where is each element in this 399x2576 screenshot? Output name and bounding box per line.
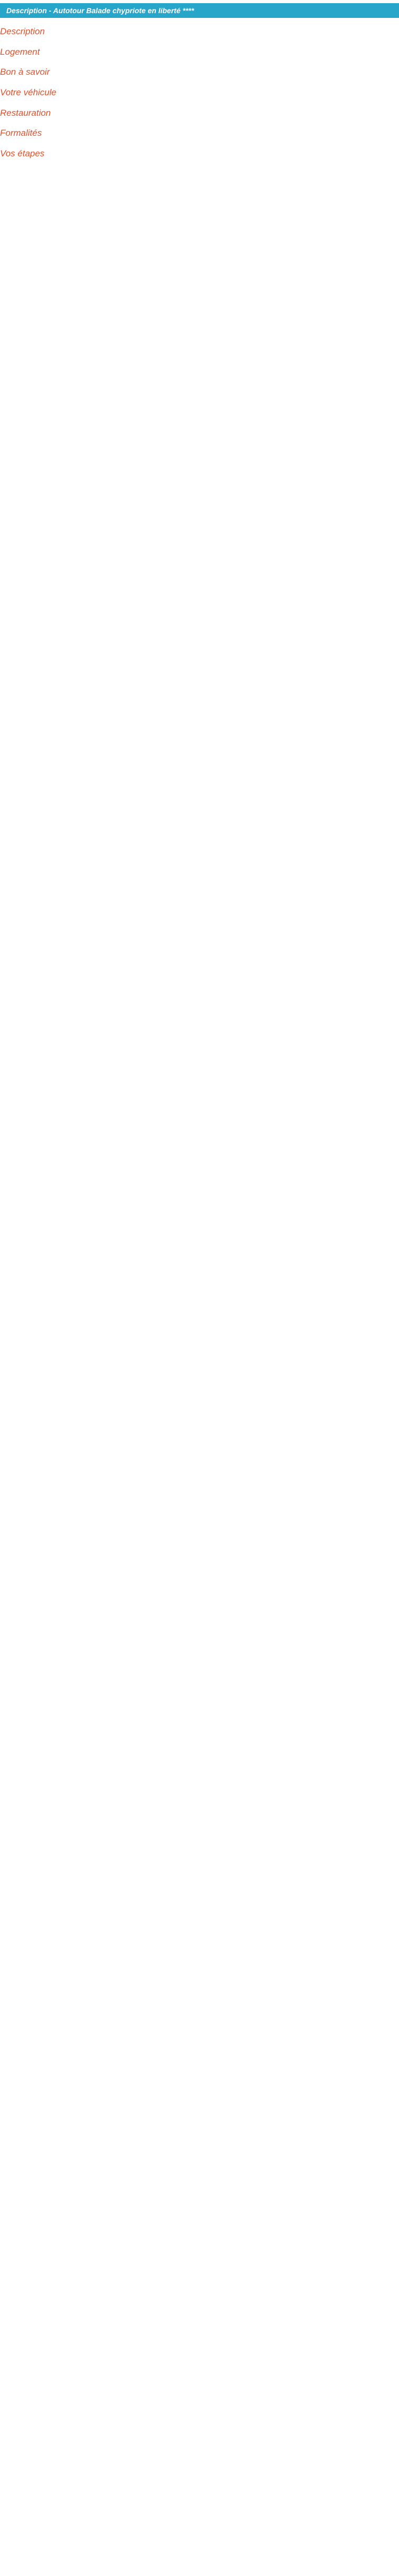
section-bon-a-savoir bbox=[0, 66, 399, 79]
section-title: Logement bbox=[0, 46, 40, 57]
section-formalites bbox=[0, 127, 399, 140]
section-logement bbox=[0, 46, 399, 59]
section-title: Restauration bbox=[0, 107, 51, 118]
section-restauration bbox=[0, 107, 399, 120]
section-title: Formalités bbox=[0, 128, 42, 138]
section-title: Bon à savoir bbox=[0, 67, 50, 77]
page-title: Description - Autotour Balade chypriote en liberté **** bbox=[6, 6, 194, 15]
section-description bbox=[0, 25, 399, 38]
section-votre-vehicule bbox=[0, 86, 399, 99]
section-vos-etapes bbox=[0, 147, 399, 161]
description-header bbox=[0, 3, 399, 18]
section-title: Votre véhicule bbox=[0, 87, 57, 97]
content-area bbox=[0, 25, 399, 160]
section-title: Description bbox=[0, 26, 45, 36]
page bbox=[0, 0, 399, 180]
section-title: Vos étapes bbox=[0, 148, 45, 158]
